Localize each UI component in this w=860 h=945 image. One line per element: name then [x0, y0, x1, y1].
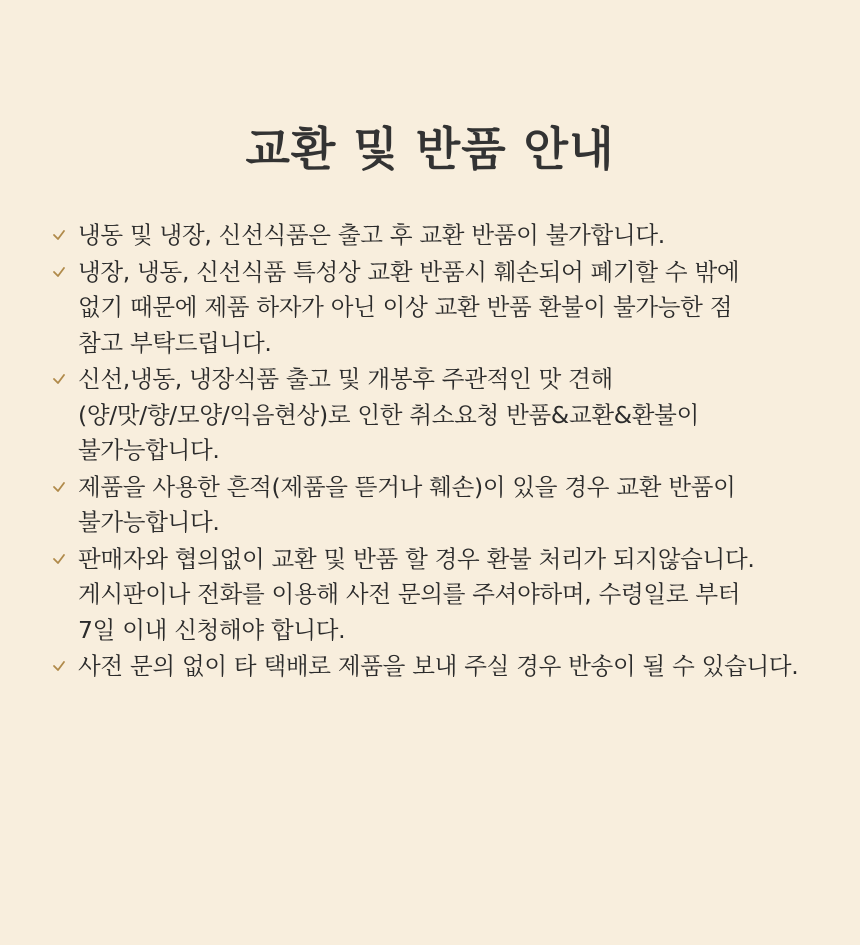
check-icon — [52, 228, 66, 242]
notice-text: 불가능합니다. — [78, 436, 220, 464]
notice-text: 제품을 사용한 흔적(제품을 뜯거나 훼손)이 있을 경우 교환 반품이 — [78, 472, 736, 501]
check-icon — [52, 659, 66, 673]
notice-text: 냉장, 냉동, 신선식품 특성상 교환 반품시 훼손되어 폐기할 수 밖에 — [78, 257, 740, 286]
notice-text: 사전 문의 없이 타 택배로 제품을 보내 주실 경우 반송이 될 수 있습니다. — [78, 652, 799, 680]
notice-text: 참고 부탁드립니다. — [78, 328, 272, 357]
notice-item-5 — [48, 542, 838, 649]
notice-item-1 — [48, 218, 838, 254]
notice-text: 냉동 및 냉장, 신선식품은 출고 후 교환 반품이 불가합니다. — [78, 221, 665, 249]
notice-text: 7일 이내 신청해야 합니다. — [78, 615, 346, 644]
notice-text: 판매자와 협의없이 교환 및 반품 할 경우 환불 처리가 되지않습니다. — [78, 544, 755, 573]
notice-item-3 — [48, 362, 838, 469]
notice-text: (양/맛/향/모양/익음현상)로 인한 취소요청 반품&교환&환불이 — [78, 400, 699, 429]
notice-item-6 — [48, 649, 838, 685]
notice-text: 신선,냉동, 냉장식품 출고 및 개봉후 주관적인 맛 견해 — [78, 365, 613, 393]
check-icon — [52, 372, 66, 386]
check-icon — [52, 265, 66, 279]
page-title: 교환 및 반품 안내 — [245, 121, 615, 176]
notice-item-4 — [48, 470, 838, 541]
check-icon — [52, 552, 66, 566]
notice-item-2 — [48, 255, 838, 362]
notice-list — [48, 218, 838, 686]
check-icon — [52, 480, 66, 494]
notice-text: 없기 때문에 제품 하자가 아닌 이상 교환 반품 환불이 불가능한 점 — [78, 293, 733, 321]
notice-text: 게시판이나 전화를 이용해 사전 문의를 주셔야하며, 수령일로 부터 — [78, 580, 741, 608]
notice-text: 불가능합니다. — [78, 508, 220, 536]
